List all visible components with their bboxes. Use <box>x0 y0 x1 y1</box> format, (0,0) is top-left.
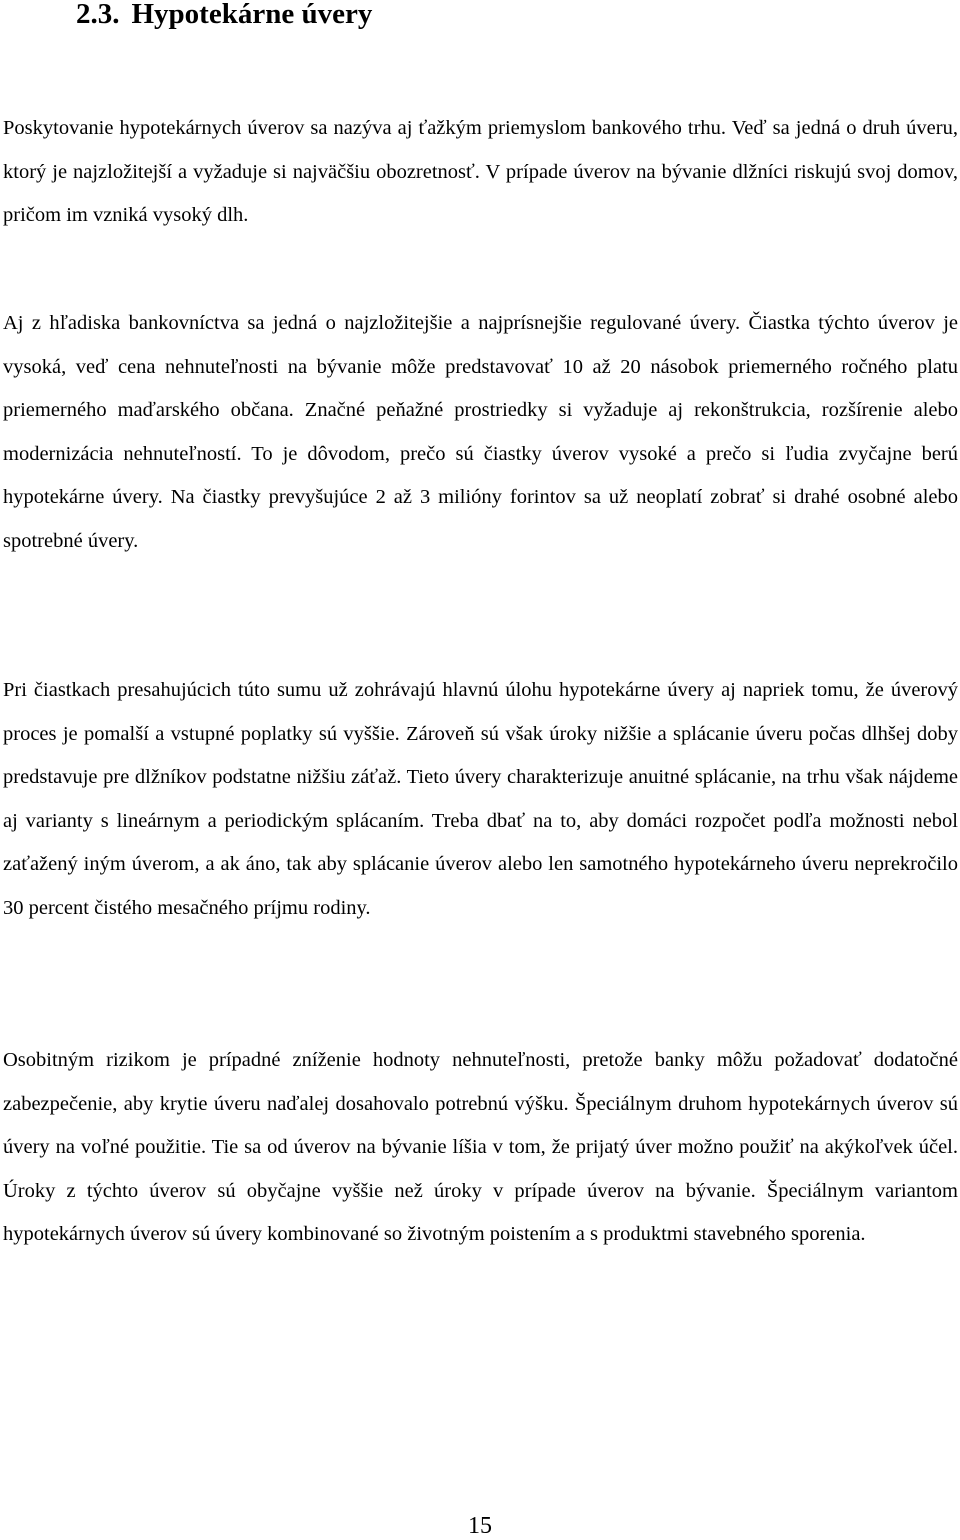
paragraph-intro: Poskytovanie hypotekárnych úverov sa nazýva aj ťažkým priemyslom bankového trhu. Veď sa jedná o druh úveru, ktorý je najzložitejší a vyžaduje si najväčšiu obozretnosť. V prípade úverov na bývanie dlžníci riskujú svoj domov, pričom im vzniká vysoký dlh. <box>3 117 958 227</box>
section-title: Hypotekárne úvery <box>131 0 373 30</box>
section-heading <box>76 0 372 34</box>
page-number: 15 <box>468 1513 492 1539</box>
section-number: 2.3. <box>76 0 120 30</box>
paragraph-repayment: Pri čiastkach presahujúcich túto sumu už zohrávajú hlavnú úlohu hypotekárne úvery aj napriek tomu, že úverový proces je pomalší a vstupné poplatky sú vyššie. Zároveň sú však úroky nižšie a splácanie úveru počas dlhšej doby predstavuje pre dlžníkov podstatne nižšiu záťaž. Tieto úvery charakterizuje anuitné splácanie, na trhu však nájdeme aj varianty s lineárnym a periodickým splácaním. Treba dbať na to, aby domáci rozpočet podľa možnosti nebol zaťažený iným úverom, a ak áno, tak aby splácanie úverov alebo len samotného hypotekárneho úveru neprekročilo 30 percent čistého mesačného príjmu rodiny. <box>3 679 958 919</box>
paragraph-regulation: Aj z hľadiska bankovníctva sa jedná o najzložitejšie a najprísnejšie regulované úvery. Čiastka týchto úverov je vysoká, veď cena nehnuteľnosti na bývanie môže predstavovať 10 až 20 násobok priemerného ročného platu priemerného maďarského občana. Značné peňažné prostriedky si vyžaduje aj rekonštrukcia, rozšírenie alebo modernizácia nehnuteľností. To je dôvodom, prečo sú čiastky úverov vysoké a prečo si ľudia zvyčajne berú hypotekárne úvery. Na čiastky prevyšujúce 2 až 3 milióny forintov sa už neoplatí zobrať si drahé osobné alebo spotrebné úvery. <box>3 312 958 552</box>
paragraph-risks: Osobitným rizikom je prípadné zníženie hodnoty nehnuteľnosti, pretože banky môžu požadovať dodatočné zabezpečenie, aby krytie úveru naďalej dosahovalo potrebnú výšku. Špeciálnym druhom hypotekárnych úverov sú úvery na voľné použitie. Tie sa od úverov na bývanie líšia v tom, že prijatý úver možno použiť na akýkoľvek účel. Úroky z týchto úverov sú obyčajne vyššie než úroky v prípade úverov na bývanie. Špeciálnym variantom hypotekárnych úverov sú úvery kombinované so životným poistením a s produktmi stavebného sporenia. <box>3 1049 958 1246</box>
